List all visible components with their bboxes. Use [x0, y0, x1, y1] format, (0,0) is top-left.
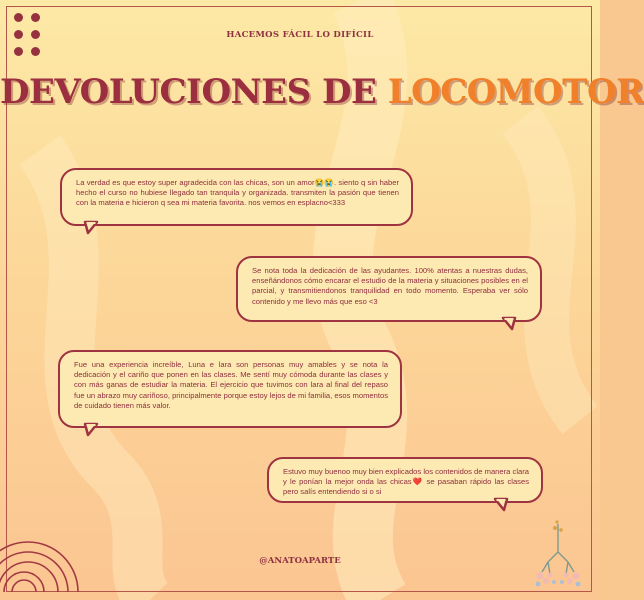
testimonial-bubble-3: [58, 350, 402, 428]
bubble-tail-4: [494, 499, 508, 511]
testimonial-bubble-2: [236, 256, 542, 322]
title-part-2: LOCOMOTOR: [387, 72, 644, 112]
testimonial-text-4: Estuvo muy buenoo muy bien explicados los contenidos de manera clara y le ponían la mejor onda las chicas❤️ se pasaban rápido las clases pero salís entendiendo si o si: [283, 467, 529, 497]
testimonial-text-3: Fue una experiencia increíble, Luna e lara son personas muy amables y se nota la dedicación y el cariño que ponen en las clases. Me sentí muy cómoda durante las clases y con más ganas de estudiar la materia. El ejercicio que tuvimos con lara al final del repaso fue un abrazo muy cariñoso, principalmente porque estoy lejos de mi familia, esos momentos de cuidado tienen más valor.: [74, 360, 388, 410]
testimonial-text-1: La verdad es que estoy super agradecida con las chicas, son un amor😭😭. siento q sin haber hecho el curso no hubiese llegado tan tranquila y organizada. transmiten la pasión que tienen con la materia e hicieron q sea mi materia favorita. nos vemos en esplacno<333: [76, 178, 399, 208]
lungs-icon: [528, 518, 588, 590]
testimonial-text-2: Se nota toda la dedicación de las ayudantes. 100% atentas a nuestras dudas, enseñándonos cómo encarar el estudio de la materia y situaciones posibles en el parcial, y transmitiendonos tranquilidad en todo momento. Esperaba ver sólo contenido y me llevo más que eso <3: [252, 266, 528, 306]
testimonial-bubble-1: [60, 168, 413, 226]
page-title: [0, 72, 644, 112]
bubble-tail-2: [502, 318, 516, 330]
tagline: HACEMOS FÁCIL LO DIFÍCIL: [226, 30, 374, 40]
bubble-tail-3: [84, 424, 98, 436]
bubble-tail-1: [84, 222, 98, 234]
concentric-arcs-icon: [8, 508, 88, 594]
testimonial-bubble-4: [267, 457, 543, 503]
title-part-1: DEVOLUCIONES DE: [0, 72, 377, 112]
instagram-handle: @ANATOAPARTE: [259, 556, 341, 566]
